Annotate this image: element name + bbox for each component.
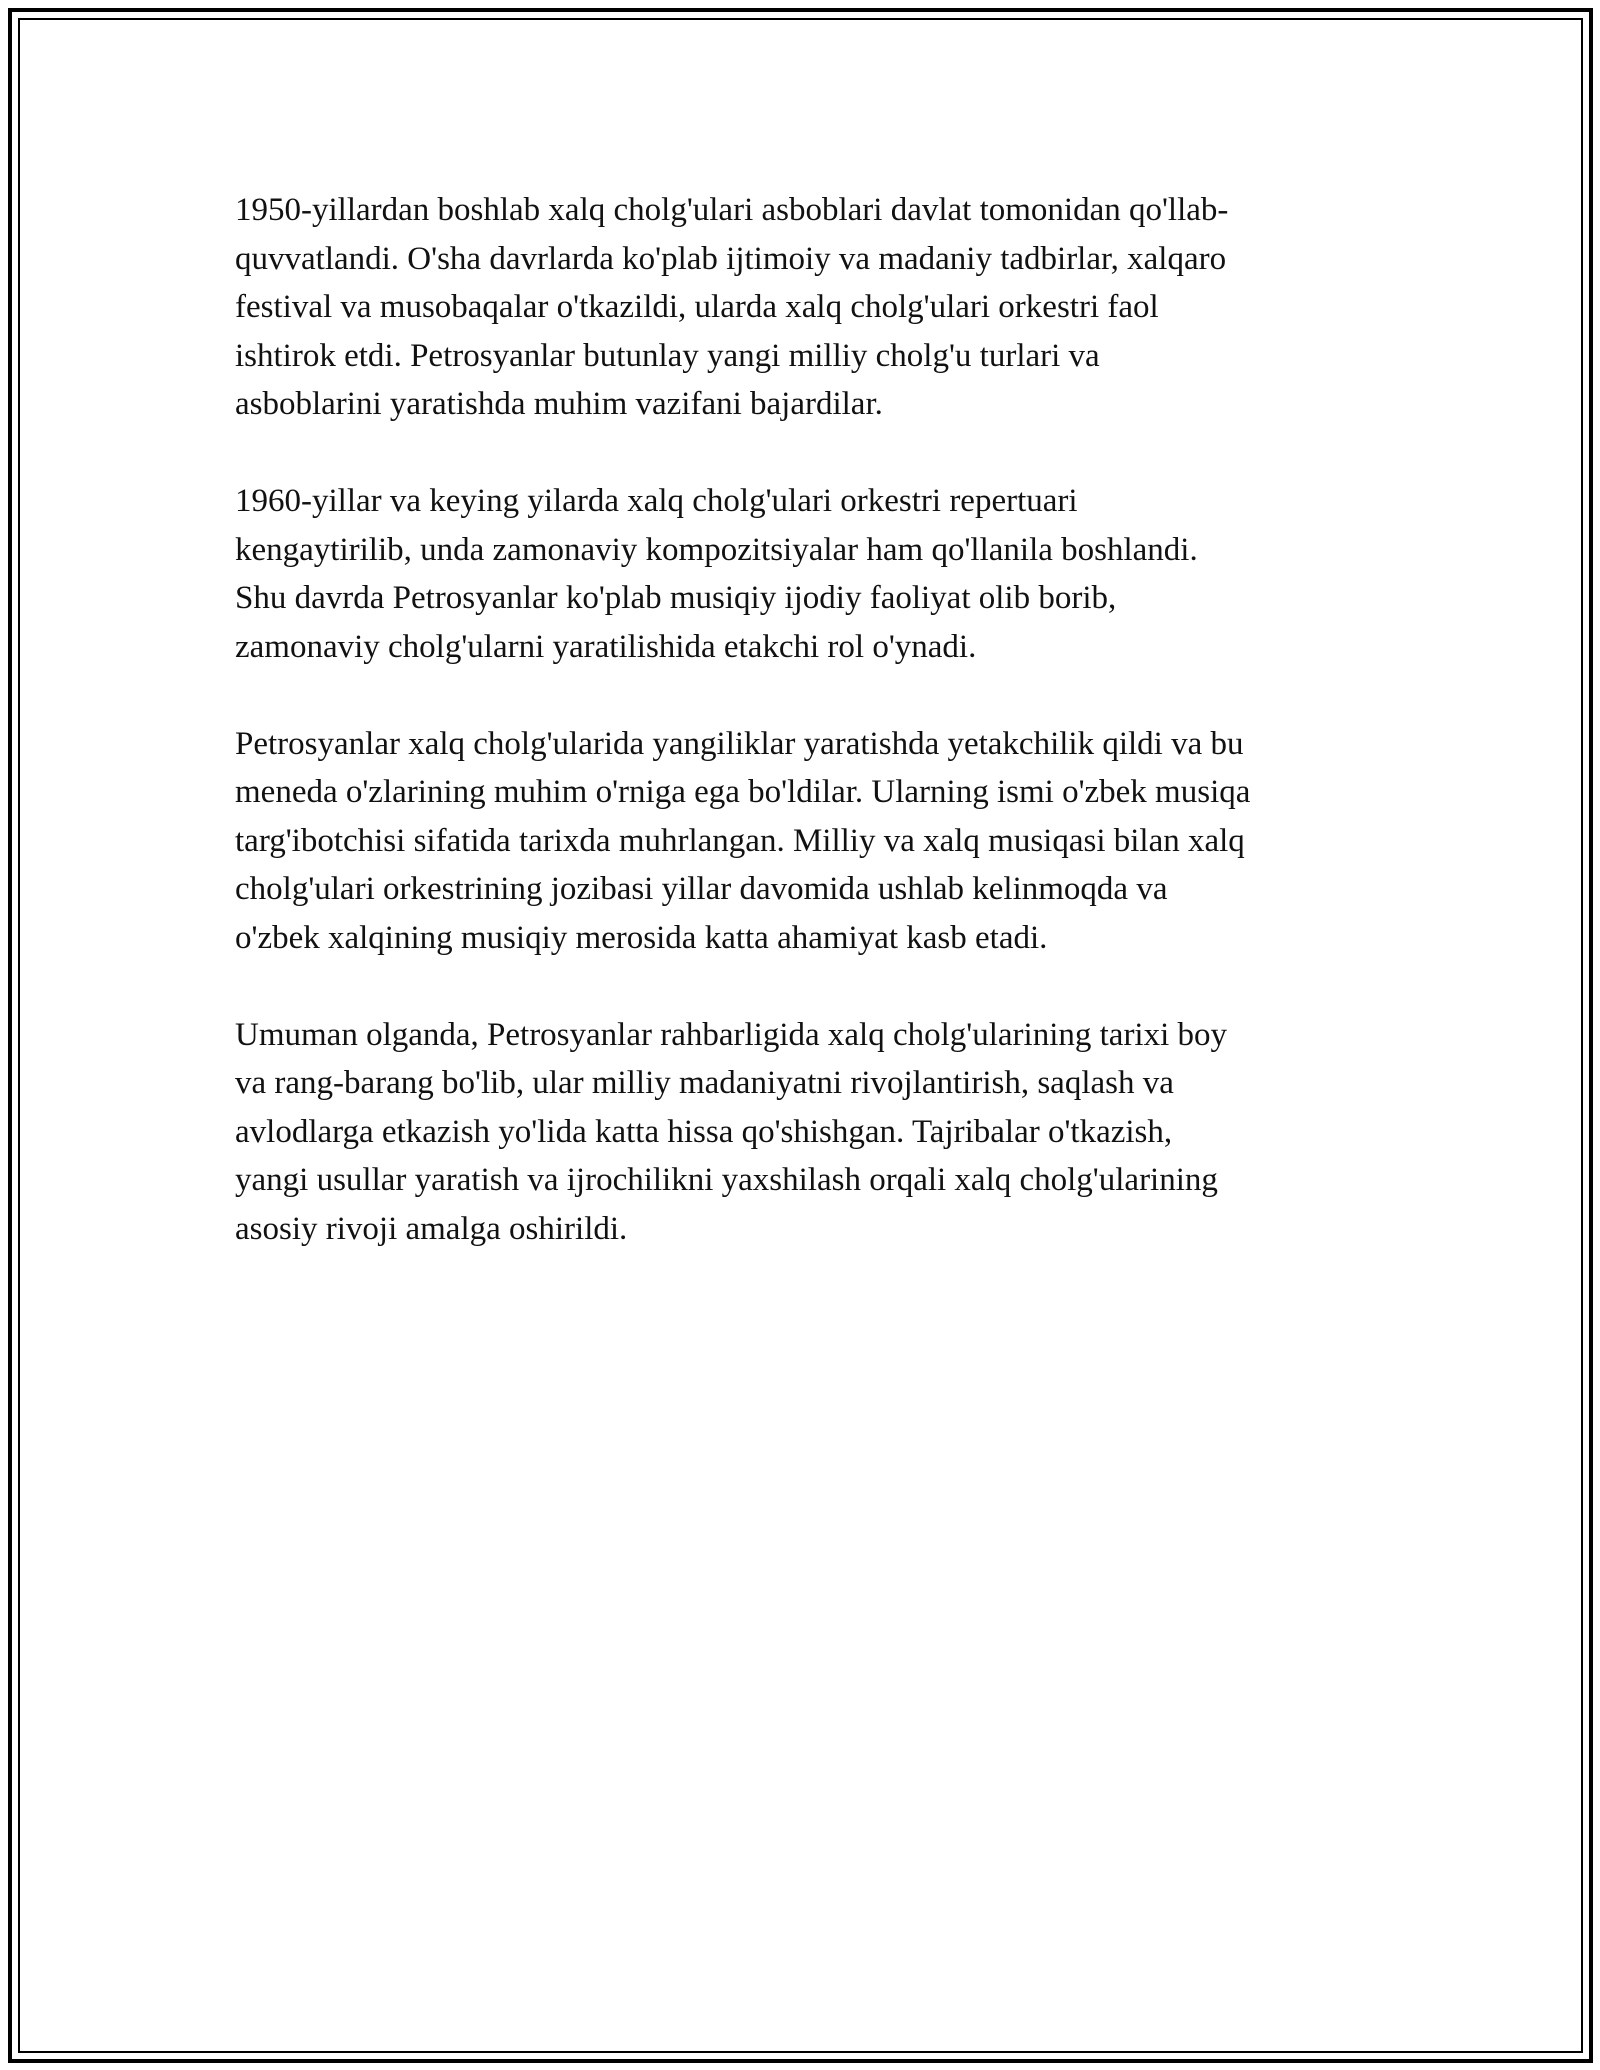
paragraph-2 xyxy=(235,477,1375,671)
text-line: yangi usullar yaratish va ijrochilikni yaxshilash orqali xalq cholg'ularining xyxy=(235,1162,1218,1198)
text-line: festival va musobaqalar o'tkazildi, ularda xalq cholg'ulari orkestri faol xyxy=(235,289,1159,325)
document-body xyxy=(235,186,1375,1302)
text-line: Umuman olganda, Petrosyanlar rahbarligida xalq cholg'ularining tarixi boy xyxy=(235,1016,1228,1053)
text-line: 1950-yillardan boshlab xalq cholg'ulari asboblari davlat tomonidan qo'llab- xyxy=(235,192,1229,228)
text-line: o'zbek xalqining musiqiy merosida katta ahamiyat kasb etadi. xyxy=(235,919,1048,956)
text-line: asosiy rivoji amalga oshirildi. xyxy=(235,1210,628,1247)
text-line: va rang-barang bo'lib, ular milliy madaniyatni rivojlantirish, saqlash va xyxy=(235,1065,1174,1101)
text-line: zamonaviy cholg'ularni yaratilishida etakchi rol o'ynadi. xyxy=(235,628,977,665)
text-line: meneda o'zlarining muhim o'rniga ega bo'ldilar. Ularning ismi o'zbek musiqa xyxy=(235,774,1251,810)
paragraph-3 xyxy=(235,720,1375,963)
text-line: quvvatlandi. O'sha davrlarda ko'plab ijtimoiy va madaniy tadbirlar, xalqaro xyxy=(235,240,1227,277)
text-line: avlodlarga etkazish yo'lida katta hissa qo'shishgan. Tajribalar o'tkazish, xyxy=(235,1113,1173,1150)
text-line: ishtirok etdi. Petrosyanlar butunlay yangi milliy cholg'u turlari va xyxy=(235,337,1100,374)
text-line: Shu davrda Petrosyanlar ko'plab musiqiy ijodiy faoliyat olib borib, xyxy=(235,580,1117,616)
paragraph-1 xyxy=(235,186,1375,429)
text-line: 1960-yillar va keying yilarda xalq cholg'ulari orkestri repertuari xyxy=(235,483,1078,519)
text-line: asboblarini yaratishda muhim vazifani bajardilar. xyxy=(235,386,883,422)
text-line: cholg'ulari orkestrining jozibasi yillar davomida ushlab kelinmoqda va xyxy=(235,871,1168,907)
text-line: Petrosyanlar xalq cholg'ularida yangiliklar yaratishda yetakchilik qildi va bu xyxy=(235,725,1244,762)
text-line: kengaytirilib, unda zamonaviy kompozitsiyalar ham qo'llanila boshlandi. xyxy=(235,531,1198,568)
paragraph-4 xyxy=(235,1011,1375,1254)
text-line: targ'ibotchisi sifatida tarixda muhrlangan. Milliy va xalq musiqasi bilan xalq xyxy=(235,822,1245,859)
